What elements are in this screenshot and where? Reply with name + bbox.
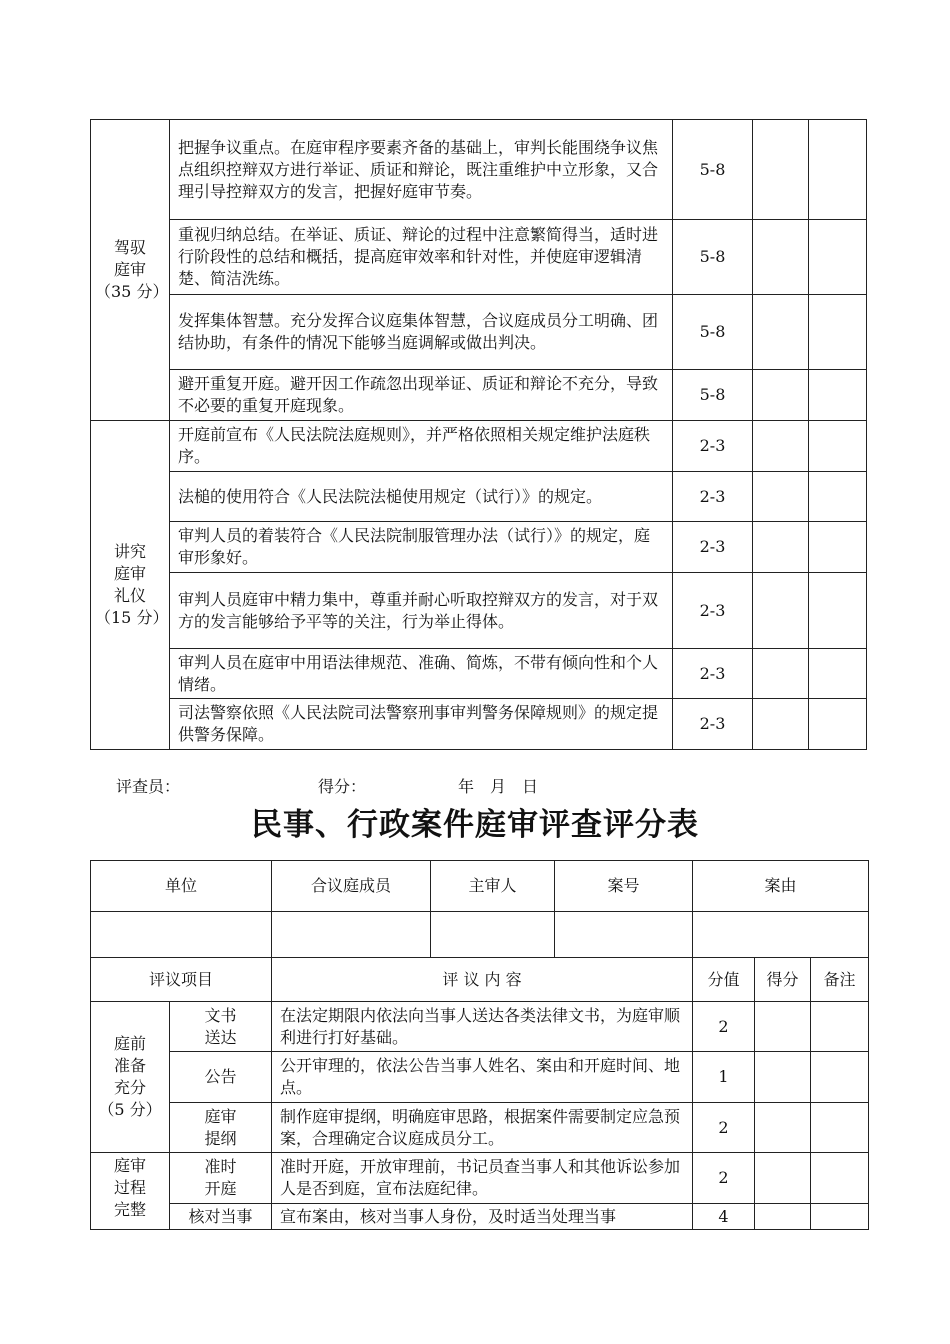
score-cell [755, 1002, 811, 1052]
subitem-line: 公告 [204, 1067, 237, 1086]
header-cause: 案由 [693, 861, 869, 912]
criterion-score-range: 2-3 [673, 472, 753, 522]
note-cell [809, 699, 867, 750]
score-cell [753, 649, 809, 699]
category-line: 庭审 [113, 1156, 146, 1175]
subitem-cell [170, 1153, 272, 1204]
criterion-score-range: 2-3 [673, 649, 753, 699]
criterion-score-range: 2-3 [673, 421, 753, 472]
page-title: 民事、行政案件庭审评查评分表 [251, 807, 699, 843]
note-cell [811, 1103, 869, 1153]
note-cell [809, 573, 867, 649]
header-unit: 单位 [91, 861, 272, 912]
item-value: 2 [693, 1153, 755, 1204]
score-cell [755, 1103, 811, 1153]
header-case-number: 案号 [555, 861, 693, 912]
score-cell [753, 699, 809, 750]
criterion-content: 审判人员庭审中精力集中，尊重并耐心听取控辩双方的发言，对于双方的发言能够给予平等的关注，行为举止得体。 [170, 573, 673, 649]
subitem-cell [170, 1204, 272, 1230]
category-line: （15 分） [95, 608, 169, 627]
item-value: 2 [693, 1002, 755, 1052]
score-cell [753, 573, 809, 649]
note-cell [809, 649, 867, 699]
category-cell [91, 1153, 170, 1230]
col-header-item: 评议项目 [91, 958, 272, 1002]
scoring-table [90, 860, 869, 1230]
subitem-line: 开庭 [204, 1179, 237, 1198]
note-cell [811, 1153, 869, 1204]
subitem-cell [170, 1103, 272, 1153]
panel-members-value-cell [272, 912, 431, 958]
note-cell [809, 220, 867, 295]
category-line: 礼仪 [113, 586, 146, 605]
item-content: 制作庭审提纲，明确庭审思路，根据案件需要制定应急预案，合理确定合议庭成员分工。 [272, 1103, 693, 1153]
category-cell [91, 421, 170, 750]
criterion-score-range: 5-8 [673, 370, 753, 421]
col-header-content: 评 议 内 容 [272, 958, 693, 1002]
criterion-content: 发挥集体智慧。充分发挥合议庭集体智慧，合议庭成员分工明确、团结协助，有条件的情况下能够当庭调解或做出判决。 [170, 295, 673, 370]
category-line: 充分 [113, 1078, 146, 1097]
criterion-score-range: 2-3 [673, 573, 753, 649]
col-header-value: 分值 [693, 958, 755, 1002]
score-cell [753, 421, 809, 472]
note-cell [809, 522, 867, 573]
criterion-content: 把握争议重点。在庭审程序要素齐备的基础上，审判长能围绕争议焦点组织控辩双方进行举证、质证和辩论，既注重维护中立形象，又合理引导控辩双方的发言，把握好庭审节奏。 [170, 120, 673, 220]
note-cell [809, 472, 867, 522]
subitem-line: 核对当事 [188, 1206, 253, 1226]
category-cell [91, 120, 170, 421]
category-line: （5 分） [98, 1100, 162, 1119]
score-cell [753, 120, 809, 220]
note-cell [811, 1052, 869, 1103]
category-line: 庭审 [113, 564, 146, 583]
category-line: （35 分） [95, 282, 169, 301]
col-header-score: 得分 [755, 958, 811, 1002]
criterion-content: 审判人员在庭审中用语法律规范、准确、简炼，不带有倾向性和个人情绪。 [170, 649, 673, 699]
subitem-line: 送达 [204, 1027, 237, 1047]
criterion-score-range: 2-3 [673, 699, 753, 750]
criterion-score-range: 5-8 [673, 120, 753, 220]
category-line: 完整 [113, 1200, 146, 1219]
score-cell [753, 472, 809, 522]
score-cell [755, 1153, 811, 1204]
subitem-line: 庭审 [204, 1106, 237, 1126]
criterion-score-range: 5-8 [673, 295, 753, 370]
criterion-content: 法槌的使用符合《人民法院法槌使用规定（试行）》的规定。 [170, 472, 673, 522]
criterion-score-range: 2-3 [673, 522, 753, 573]
category-line: 庭审 [113, 260, 146, 279]
header-presiding-judge: 主审人 [431, 861, 555, 912]
unit-value-cell [91, 912, 272, 958]
criterion-score-range: 5-8 [673, 220, 753, 295]
score-label: 得分： [318, 777, 367, 796]
note-cell [809, 421, 867, 472]
score-cell [753, 370, 809, 421]
criteria-table-continued [90, 119, 867, 750]
category-line: 讲究 [113, 542, 146, 561]
subitem-cell [170, 1002, 272, 1052]
reviewer-label: 评查员： [116, 777, 181, 796]
item-value: 1 [693, 1052, 755, 1103]
category-line: 准备 [113, 1056, 146, 1075]
category-cell [91, 1002, 170, 1153]
note-cell [809, 295, 867, 370]
note-cell [811, 1204, 869, 1230]
score-cell [755, 1052, 811, 1103]
score-cell [755, 1204, 811, 1230]
item-content: 公开审理的，依法公告当事人姓名、案由和开庭时间、地点。 [272, 1052, 693, 1103]
criterion-content: 避开重复开庭。避开因工作疏忽出现举证、质证和辩论不充分，导致不必要的重复开庭现象。 [170, 370, 673, 421]
item-content: 在法定期限内依法向当事人送达各类法律文书，为庭审顺利进行打好基础。 [272, 1002, 693, 1052]
criterion-content: 审判人员的着装符合《人民法院制服管理办法（试行）》的规定，庭审形象好。 [170, 522, 673, 573]
criterion-content: 开庭前宣布《人民法院法庭规则》，并严格依照相关规定维护法庭秩序。 [170, 421, 673, 472]
subitem-line: 文书 [204, 1005, 237, 1025]
category-line: 驾驭 [113, 238, 146, 257]
score-cell [753, 220, 809, 295]
category-line: 庭前 [113, 1034, 146, 1053]
presiding-judge-value-cell [431, 912, 555, 958]
header-panel-members: 合议庭成员 [272, 861, 431, 912]
note-cell [809, 120, 867, 220]
subitem-line: 准时 [204, 1157, 237, 1176]
case-number-value-cell [555, 912, 693, 958]
col-header-note: 备注 [811, 958, 869, 1002]
score-cell [753, 295, 809, 370]
date-label: 年 月 日 [458, 777, 539, 796]
item-content: 宣布案由，核对当事人身份，及时适当处理当事 [272, 1204, 693, 1230]
item-content: 准时开庭，开放审理前，书记员查当事人和其他诉讼参加人是否到庭，宣布法庭纪律。 [272, 1153, 693, 1204]
score-cell [753, 522, 809, 573]
criterion-content: 司法警察依照《人民法院司法警察刑事审判警务保障规则》的规定提供警务保障。 [170, 699, 673, 750]
subitem-cell [170, 1052, 272, 1103]
subitem-line: 提纲 [204, 1128, 237, 1148]
criterion-content: 重视归纳总结。在举证、质证、辩论的过程中注意繁简得当，适时进行阶段性的总结和概括，提高庭审效率和针对性，并使庭审逻辑清楚、简洁洗练。 [170, 220, 673, 295]
category-line: 过程 [113, 1178, 146, 1197]
cause-value-cell [693, 912, 869, 958]
item-value: 2 [693, 1103, 755, 1153]
note-cell [811, 1002, 869, 1052]
note-cell [809, 370, 867, 421]
item-value: 4 [693, 1204, 755, 1230]
